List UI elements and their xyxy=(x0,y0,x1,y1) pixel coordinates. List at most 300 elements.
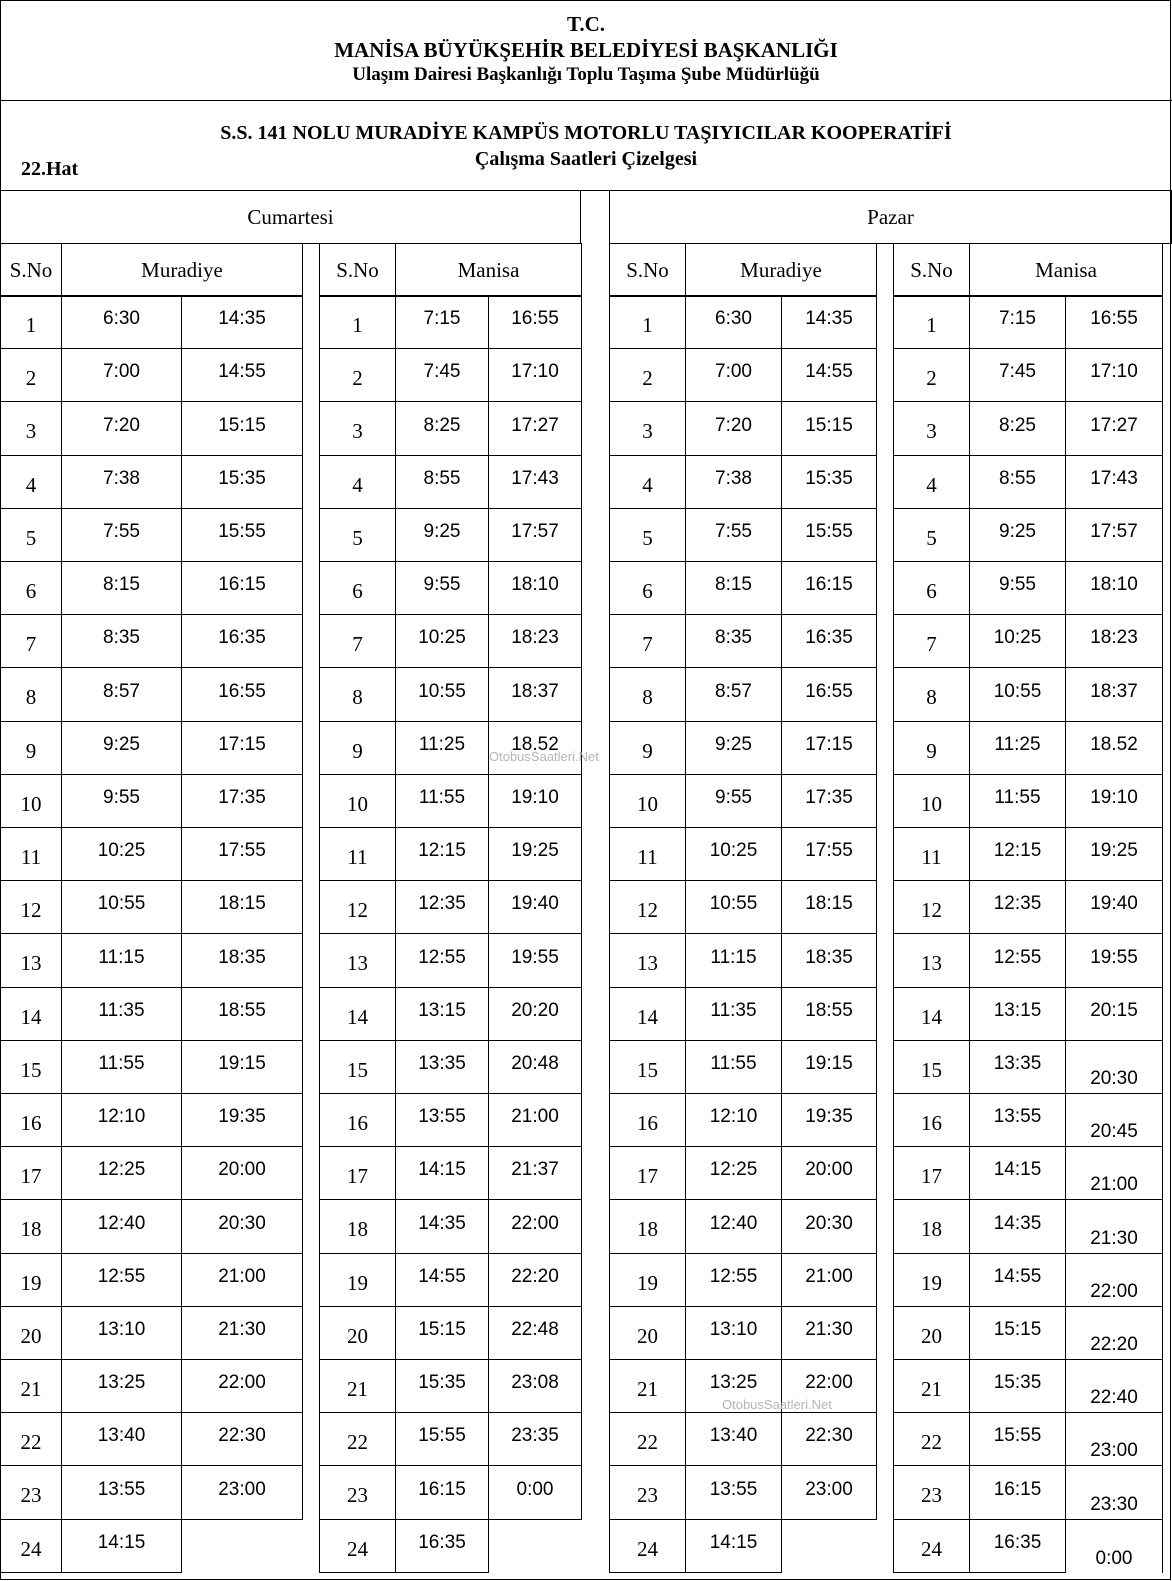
sunday-muradiye-row-number: 23 xyxy=(609,1465,686,1520)
saturday-muradiye-row-number: 15 xyxy=(0,1040,62,1094)
sunday-manisa-departure-time: 23:00 xyxy=(1065,1412,1163,1466)
saturday-manisa-departure-time: 16:35 xyxy=(395,1519,489,1573)
saturday-manisa-departure-time: 11:55 xyxy=(395,774,489,828)
sunday-manisa-row-number: 10 xyxy=(893,774,970,828)
saturday-muradiye-departure-time: 8:15 xyxy=(61,561,182,615)
sunday-muradiye-departure-time: 19:15 xyxy=(781,1040,877,1094)
saturday-muradiye-departure-time: 21:30 xyxy=(181,1306,303,1360)
sunday-manisa-row-number: 20 xyxy=(893,1306,970,1360)
sunday-muradiye-departure-time: 7:55 xyxy=(685,508,782,562)
sunday-manisa-departure-time: 19:40 xyxy=(1065,880,1163,934)
saturday-manisa-departure-time: 10:25 xyxy=(395,614,489,668)
sunday-manisa-row-number: 3 xyxy=(893,401,970,456)
saturday-manisa-departure-time: 17:27 xyxy=(488,401,582,456)
saturday-muradiye-departure-time: 16:15 xyxy=(181,561,303,615)
saturday-manisa-departure-time: 14:15 xyxy=(395,1146,489,1200)
saturday-muradiye-departure-time: 9:25 xyxy=(61,721,182,775)
sunday-muradiye-departure-time: 18:15 xyxy=(781,880,877,934)
saturday-manisa-departure-time: 17:10 xyxy=(488,348,582,402)
saturday-muradiye-sno-header: S.No xyxy=(0,243,62,297)
saturday-manisa-row-number: 3 xyxy=(319,401,396,456)
saturday-manisa-row-number: 11 xyxy=(319,827,396,881)
saturday-muradiye-departure-time: 19:35 xyxy=(181,1093,303,1147)
saturday-manisa-departure-time: 9:25 xyxy=(395,508,489,562)
sunday-manisa-row-number: 17 xyxy=(893,1146,970,1200)
sunday-manisa-departure-time: 21:30 xyxy=(1065,1199,1163,1254)
sunday-muradiye-departure-time: 13:55 xyxy=(685,1465,782,1520)
sunday-manisa-row-number: 11 xyxy=(893,827,970,881)
saturday-manisa-departure-time: 13:35 xyxy=(395,1040,489,1094)
sunday-muradiye-departure-time: 12:55 xyxy=(685,1253,782,1307)
sunday-manisa-row-number: 23 xyxy=(893,1465,970,1520)
saturday-muradiye-departure-time: 16:35 xyxy=(181,614,303,668)
saturday-muradiye-row-number: 6 xyxy=(0,561,62,615)
saturday-manisa-row-number: 22 xyxy=(319,1412,396,1466)
sunday-muradiye-row-number: 17 xyxy=(609,1146,686,1200)
saturday-manisa-departure-time: 9:55 xyxy=(395,561,489,615)
sunday-manisa-departure-time: 12:55 xyxy=(969,933,1066,988)
saturday-manisa-departure-time: 12:55 xyxy=(395,933,489,988)
sunday-muradiye-departure-time: 12:10 xyxy=(685,1093,782,1147)
sunday-manisa-departure-time: 9:25 xyxy=(969,508,1066,562)
sunday-muradiye-departure-time: 18:55 xyxy=(781,987,877,1041)
sunday-muradiye-row-number: 19 xyxy=(609,1253,686,1307)
saturday-muradiye-row-number: 13 xyxy=(0,933,62,988)
sunday-manisa-station-header: Manisa xyxy=(969,243,1163,297)
saturday-manisa-row-number: 5 xyxy=(319,508,396,562)
saturday-muradiye-row-number: 22 xyxy=(0,1412,62,1466)
saturday-manisa-departure-time: 19:55 xyxy=(488,933,582,988)
saturday-muradiye-row-number: 11 xyxy=(0,827,62,881)
sunday-muradiye-departure-time: 21:00 xyxy=(781,1253,877,1307)
sunday-muradiye-row-number: 4 xyxy=(609,455,686,509)
saturday-muradiye-departure-time: 8:35 xyxy=(61,614,182,668)
sunday-manisa-departure-time: 8:25 xyxy=(969,401,1066,456)
sunday-manisa-row-number: 21 xyxy=(893,1359,970,1413)
sunday-muradiye-departure-time: 17:35 xyxy=(781,774,877,828)
sunday-manisa-departure-time: 22:40 xyxy=(1065,1359,1163,1413)
saturday-manisa-departure-time: 19:40 xyxy=(488,880,582,934)
saturday-manisa-departure-time: 22:00 xyxy=(488,1199,582,1254)
sunday-muradiye-departure-time: 14:55 xyxy=(781,348,877,402)
authority-header xyxy=(0,0,1172,101)
sunday-muradiye-row-number: 12 xyxy=(609,880,686,934)
sunday-manisa-departure-time: 0:00 xyxy=(1065,1519,1163,1573)
saturday-manisa-departure-time: 13:55 xyxy=(395,1093,489,1147)
saturday-muradiye-row-number: 9 xyxy=(0,721,62,775)
sunday-muradiye-row-number: 8 xyxy=(609,667,686,722)
sunday-manisa-departure-time: 11:25 xyxy=(969,721,1066,775)
saturday-manisa-departure-time: 7:45 xyxy=(395,348,489,402)
saturday-manisa-departure-time: 19:25 xyxy=(488,827,582,881)
cooperative-header xyxy=(0,101,1172,191)
saturday-manisa-departure-time: 22:20 xyxy=(488,1253,582,1307)
sunday-muradiye-departure-time: 21:30 xyxy=(781,1306,877,1360)
saturday-muradiye-row-number: 5 xyxy=(0,508,62,562)
sunday-manisa-departure-time: 22:00 xyxy=(1065,1253,1163,1307)
saturday-manisa-row-number: 20 xyxy=(319,1306,396,1360)
saturday-manisa-departure-time: 11:25 xyxy=(395,721,489,775)
sunday-muradiye-departure-time: 15:35 xyxy=(781,455,877,509)
saturday-manisa-departure-time: 8:25 xyxy=(395,401,489,456)
saturday-muradiye-departure-time: 12:25 xyxy=(61,1146,182,1200)
saturday-muradiye-departure-time: 12:40 xyxy=(61,1199,182,1254)
sunday-manisa-departure-time: 15:55 xyxy=(969,1412,1066,1466)
saturday-manisa-departure-time: 23:35 xyxy=(488,1412,582,1466)
sunday-muradiye-departure-time: 13:40 xyxy=(685,1412,782,1466)
saturday-manisa-row-number: 23 xyxy=(319,1465,396,1520)
saturday-muradiye-row-number: 20 xyxy=(0,1306,62,1360)
sunday-manisa-departure-time: 15:15 xyxy=(969,1306,1066,1360)
saturday-manisa-row-number: 19 xyxy=(319,1253,396,1307)
saturday-muradiye-departure-time: 13:55 xyxy=(61,1465,182,1520)
sunday-muradiye-departure-time: 11:15 xyxy=(685,933,782,988)
saturday-manisa-row-number: 15 xyxy=(319,1040,396,1094)
saturday-muradiye-row-number: 7 xyxy=(0,614,62,668)
sunday-muradiye-row-number: 13 xyxy=(609,933,686,988)
saturday-muradiye-departure-time: 6:30 xyxy=(61,295,182,349)
sunday-manisa-departure-time: 13:35 xyxy=(969,1040,1066,1094)
sunday-muradiye-row-number: 5 xyxy=(609,508,686,562)
sunday-manisa-row-number: 2 xyxy=(893,348,970,402)
saturday-manisa-row-number: 8 xyxy=(319,667,396,722)
saturday-muradiye-departure-time: 22:00 xyxy=(181,1359,303,1413)
saturday-heading: Cumartesi xyxy=(0,190,581,244)
saturday-manisa-departure-time: 7:15 xyxy=(395,295,489,349)
sunday-manisa-departure-time: 19:25 xyxy=(1065,827,1163,881)
saturday-manisa-departure-time: 22:48 xyxy=(488,1306,582,1360)
saturday-manisa-departure-time: 19:10 xyxy=(488,774,582,828)
saturday-muradiye-departure-time: 11:15 xyxy=(61,933,182,988)
saturday-muradiye-row-number: 4 xyxy=(0,455,62,509)
sunday-manisa-departure-time: 10:55 xyxy=(969,667,1066,722)
saturday-manisa-departure-time: 15:35 xyxy=(395,1359,489,1413)
saturday-muradiye-departure-time: 13:40 xyxy=(61,1412,182,1466)
document-subtitle: Çalışma Saatleri Çizelgesi xyxy=(474,148,698,170)
sunday-manisa-row-number: 24 xyxy=(893,1519,970,1573)
saturday-muradiye-departure-time: 7:20 xyxy=(61,401,182,456)
saturday-muradiye-departure-time: 14:55 xyxy=(181,348,303,402)
saturday-muradiye-departure-time: 15:15 xyxy=(181,401,303,456)
saturday-manisa-row-number: 16 xyxy=(319,1093,396,1147)
sunday-muradiye-departure-time: 20:00 xyxy=(781,1146,877,1200)
sunday-muradiye-departure-time: 12:40 xyxy=(685,1199,782,1254)
sunday-muradiye-row-number: 14 xyxy=(609,987,686,1041)
saturday-muradiye-departure-time: 20:30 xyxy=(181,1199,303,1254)
saturday-muradiye-departure-time: 17:15 xyxy=(181,721,303,775)
saturday-manisa-departure-time: 12:35 xyxy=(395,880,489,934)
sunday-manisa-departure-time: 17:27 xyxy=(1065,401,1163,456)
saturday-muradiye-departure-time: 14:15 xyxy=(61,1519,182,1573)
sunday-muradiye-row-number: 7 xyxy=(609,614,686,668)
sunday-manisa-row-number: 9 xyxy=(893,721,970,775)
saturday-muradiye-row-number: 12 xyxy=(0,880,62,934)
saturday-muradiye-departure-time: 20:00 xyxy=(181,1146,303,1200)
sunday-muradiye-departure-time: 18:35 xyxy=(781,933,877,988)
sunday-manisa-departure-time: 17:57 xyxy=(1065,508,1163,562)
saturday-manisa-row-number: 10 xyxy=(319,774,396,828)
sunday-muradiye-row-number: 20 xyxy=(609,1306,686,1360)
sunday-muradiye-departure-time: 16:35 xyxy=(781,614,877,668)
saturday-manisa-departure-time: 21:00 xyxy=(488,1093,582,1147)
sunday-manisa-departure-time: 21:00 xyxy=(1065,1146,1163,1200)
sunday-muradiye-departure-time: 9:55 xyxy=(685,774,782,828)
sunday-muradiye-row-number: 3 xyxy=(609,401,686,456)
sunday-manisa-departure-time: 18:23 xyxy=(1065,614,1163,668)
saturday-manisa-departure-time: 20:48 xyxy=(488,1040,582,1094)
saturday-muradiye-departure-time: 15:55 xyxy=(181,508,303,562)
sunday-manisa-row-number: 4 xyxy=(893,455,970,509)
saturday-manisa-departure-time: 18:10 xyxy=(488,561,582,615)
sunday-muradiye-row-number: 18 xyxy=(609,1199,686,1254)
saturday-manisa-row-number: 13 xyxy=(319,933,396,988)
sunday-manisa-row-number: 5 xyxy=(893,508,970,562)
saturday-muradiye-departure-time: 18:35 xyxy=(181,933,303,988)
saturday-manisa-row-number: 21 xyxy=(319,1359,396,1413)
saturday-manisa-departure-time: 17:57 xyxy=(488,508,582,562)
sunday-manisa-departure-time: 20:15 xyxy=(1065,987,1163,1041)
saturday-muradiye-departure-time: 11:55 xyxy=(61,1040,182,1094)
sunday-manisa-departure-time: 9:55 xyxy=(969,561,1066,615)
sunday-manisa-departure-time: 10:25 xyxy=(969,614,1066,668)
sunday-muradiye-departure-time: 17:55 xyxy=(781,827,877,881)
saturday-muradiye-row-number: 8 xyxy=(0,667,62,722)
saturday-manisa-departure-time: 0:00 xyxy=(488,1465,582,1520)
saturday-muradiye-row-number: 10 xyxy=(0,774,62,828)
sunday-muradiye-row-number: 24 xyxy=(609,1519,686,1573)
saturday-muradiye-departure-time: 23:00 xyxy=(181,1465,303,1520)
saturday-manisa-row-number: 1 xyxy=(319,295,396,349)
saturday-muradiye-departure-time: 18:15 xyxy=(181,880,303,934)
saturday-muradiye-row-number: 1 xyxy=(0,295,62,349)
saturday-manisa-departure-time: 15:15 xyxy=(395,1306,489,1360)
sunday-manisa-departure-time: 23:30 xyxy=(1065,1465,1163,1520)
sunday-muradiye-departure-time: 8:15 xyxy=(685,561,782,615)
sunday-muradiye-departure-time: 14:15 xyxy=(685,1519,782,1573)
saturday-manisa-sno-header: S.No xyxy=(319,243,396,297)
saturday-manisa-row-number: 17 xyxy=(319,1146,396,1200)
saturday-muradiye-row-number: 2 xyxy=(0,348,62,402)
saturday-muradiye-row-number: 19 xyxy=(0,1253,62,1307)
cooperative-name: S.S. 141 NOLU MURADİYE KAMPÜS MOTORLU TAŞIYICILAR KOOPERATİFİ xyxy=(220,122,952,144)
sunday-manisa-departure-time: 19:55 xyxy=(1065,933,1163,988)
sunday-manisa-departure-time: 12:35 xyxy=(969,880,1066,934)
saturday-manisa-departure-time: 12:15 xyxy=(395,827,489,881)
saturday-muradiye-row-number: 23 xyxy=(0,1465,62,1520)
saturday-muradiye-departure-time: 9:55 xyxy=(61,774,182,828)
sunday-manisa-row-number: 7 xyxy=(893,614,970,668)
sunday-muradiye-departure-time: 19:35 xyxy=(781,1093,877,1147)
sunday-muradiye-row-number: 16 xyxy=(609,1093,686,1147)
sunday-manisa-departure-time: 17:43 xyxy=(1065,455,1163,509)
saturday-muradiye-departure-time: 16:55 xyxy=(181,667,303,722)
sunday-muradiye-departure-time: 22:00 xyxy=(781,1359,877,1413)
sunday-manisa-row-number: 15 xyxy=(893,1040,970,1094)
saturday-manisa-departure-time: 17:43 xyxy=(488,455,582,509)
saturday-manisa-departure-time: 14:35 xyxy=(395,1199,489,1254)
sunday-muradiye-departure-time: 11:35 xyxy=(685,987,782,1041)
sunday-manisa-row-number: 1 xyxy=(893,295,970,349)
saturday-muradiye-departure-time: 8:57 xyxy=(61,667,182,722)
saturday-muradiye-departure-time: 17:35 xyxy=(181,774,303,828)
sunday-muradiye-departure-time: 13:10 xyxy=(685,1306,782,1360)
saturday-manisa-station-header: Manisa xyxy=(395,243,582,297)
sunday-manisa-departure-time: 14:35 xyxy=(969,1199,1066,1254)
saturday-muradiye-station-header: Muradiye xyxy=(61,243,303,297)
saturday-manisa-row-number: 6 xyxy=(319,561,396,615)
sunday-manisa-row-number: 8 xyxy=(893,667,970,722)
sunday-muradiye-departure-time: 10:25 xyxy=(685,827,782,881)
saturday-manisa-departure-time: 18.52 xyxy=(488,721,582,775)
sunday-muradiye-sno-header: S.No xyxy=(609,243,686,297)
sunday-muradiye-row-number: 6 xyxy=(609,561,686,615)
saturday-muradiye-departure-time: 13:25 xyxy=(61,1359,182,1413)
saturday-muradiye-departure-time: 13:10 xyxy=(61,1306,182,1360)
sunday-muradiye-departure-time: 12:25 xyxy=(685,1146,782,1200)
sunday-muradiye-departure-time: 13:25 xyxy=(685,1359,782,1413)
saturday-muradiye-row-number: 17 xyxy=(0,1146,62,1200)
sunday-manisa-departure-time: 18:10 xyxy=(1065,561,1163,615)
saturday-muradiye-departure-time: 17:55 xyxy=(181,827,303,881)
saturday-manisa-row-number: 7 xyxy=(319,614,396,668)
municipality-name: MANİSA BÜYÜKŞEHİR BELEDİYESİ BAŞKANLIĞI xyxy=(334,38,838,62)
saturday-muradiye-departure-time: 10:55 xyxy=(61,880,182,934)
sunday-muradiye-departure-time: 7:00 xyxy=(685,348,782,402)
saturday-manisa-departure-time: 10:55 xyxy=(395,667,489,722)
sunday-manisa-sno-header: S.No xyxy=(893,243,970,297)
sunday-manisa-departure-time: 16:35 xyxy=(969,1519,1066,1573)
sunday-muradiye-departure-time: 16:55 xyxy=(781,667,877,722)
saturday-manisa-row-number: 14 xyxy=(319,987,396,1041)
sunday-muradiye-departure-time: 23:00 xyxy=(781,1465,877,1520)
sunday-heading: Pazar xyxy=(609,190,1172,244)
saturday-muradiye-departure-time: 12:10 xyxy=(61,1093,182,1147)
sunday-manisa-departure-time: 17:10 xyxy=(1065,348,1163,402)
sunday-manisa-departure-time: 8:55 xyxy=(969,455,1066,509)
sunday-muradiye-row-number: 22 xyxy=(609,1412,686,1466)
sunday-manisa-row-number: 6 xyxy=(893,561,970,615)
sunday-muradiye-departure-time: 15:15 xyxy=(781,401,877,456)
saturday-muradiye-row-number: 16 xyxy=(0,1093,62,1147)
sunday-manisa-departure-time: 13:55 xyxy=(969,1093,1066,1147)
saturday-manisa-departure-time: 13:15 xyxy=(395,987,489,1041)
saturday-manisa-row-number: 4 xyxy=(319,455,396,509)
saturday-manisa-row-number: 18 xyxy=(319,1199,396,1254)
sunday-manisa-departure-time: 14:55 xyxy=(969,1253,1066,1307)
sunday-manisa-row-number: 12 xyxy=(893,880,970,934)
saturday-manisa-departure-time: 21:37 xyxy=(488,1146,582,1200)
sunday-manisa-departure-time: 12:15 xyxy=(969,827,1066,881)
saturday-manisa-row-number: 12 xyxy=(319,880,396,934)
sunday-manisa-row-number: 14 xyxy=(893,987,970,1041)
sunday-manisa-departure-time: 19:10 xyxy=(1065,774,1163,828)
sunday-manisa-row-number: 16 xyxy=(893,1093,970,1147)
line-number: 22.Hat xyxy=(21,158,79,180)
country-abbrev: T.C. xyxy=(566,12,606,36)
sunday-muradiye-row-number: 2 xyxy=(609,348,686,402)
saturday-manisa-departure-time: 16:15 xyxy=(395,1465,489,1520)
sunday-muradiye-departure-time: 10:55 xyxy=(685,880,782,934)
saturday-manisa-departure-time: 20:20 xyxy=(488,987,582,1041)
sunday-manisa-departure-time: 13:15 xyxy=(969,987,1066,1041)
saturday-muradiye-departure-time: 19:15 xyxy=(181,1040,303,1094)
saturday-muradiye-departure-time: 22:30 xyxy=(181,1412,303,1466)
sunday-muradiye-row-number: 9 xyxy=(609,721,686,775)
saturday-manisa-departure-time: 8:55 xyxy=(395,455,489,509)
sunday-manisa-departure-time: 20:45 xyxy=(1065,1093,1163,1147)
sunday-manisa-departure-time: 18:37 xyxy=(1065,667,1163,722)
sunday-muradiye-departure-time: 17:15 xyxy=(781,721,877,775)
saturday-muradiye-row-number: 3 xyxy=(0,401,62,456)
sunday-manisa-departure-time: 16:15 xyxy=(969,1465,1066,1520)
saturday-manisa-departure-time: 18:37 xyxy=(488,667,582,722)
saturday-muradiye-departure-time: 7:55 xyxy=(61,508,182,562)
sunday-muradiye-departure-time: 7:20 xyxy=(685,401,782,456)
saturday-manisa-departure-time: 16:55 xyxy=(488,295,582,349)
saturday-muradiye-departure-time: 7:00 xyxy=(61,348,182,402)
sunday-manisa-departure-time: 7:15 xyxy=(969,295,1066,349)
sunday-manisa-departure-time: 11:55 xyxy=(969,774,1066,828)
sunday-manisa-row-number: 22 xyxy=(893,1412,970,1466)
sunday-muradiye-departure-time: 7:38 xyxy=(685,455,782,509)
saturday-muradiye-row-number: 18 xyxy=(0,1199,62,1254)
sunday-manisa-row-number: 13 xyxy=(893,933,970,988)
saturday-muradiye-departure-time: 12:55 xyxy=(61,1253,182,1307)
watermark: OtobusSaatleri.Net xyxy=(722,1397,832,1412)
sunday-muradiye-departure-time: 8:57 xyxy=(685,667,782,722)
sunday-manisa-departure-time: 20:30 xyxy=(1065,1040,1163,1094)
department-name: Ulaşım Dairesi Başkanlığı Toplu Taşıma Şube Müdürlüğü xyxy=(352,64,820,85)
sunday-manisa-departure-time: 14:15 xyxy=(969,1146,1066,1200)
saturday-muradiye-row-number: 14 xyxy=(0,987,62,1041)
sunday-muradiye-departure-time: 22:30 xyxy=(781,1412,877,1466)
sunday-manisa-departure-time: 16:55 xyxy=(1065,295,1163,349)
sunday-muradiye-departure-time: 8:35 xyxy=(685,614,782,668)
sunday-muradiye-row-number: 11 xyxy=(609,827,686,881)
saturday-manisa-row-number: 9 xyxy=(319,721,396,775)
sunday-manisa-row-number: 18 xyxy=(893,1199,970,1254)
sunday-muradiye-row-number: 10 xyxy=(609,774,686,828)
sunday-muradiye-departure-time: 6:30 xyxy=(685,295,782,349)
sunday-manisa-departure-time: 18.52 xyxy=(1065,721,1163,775)
saturday-muradiye-row-number: 24 xyxy=(0,1519,62,1573)
saturday-muradiye-departure-time: 11:35 xyxy=(61,987,182,1041)
saturday-manisa-row-number: 24 xyxy=(319,1519,396,1573)
saturday-manisa-row-number: 2 xyxy=(319,348,396,402)
sunday-muradiye-row-number: 1 xyxy=(609,295,686,349)
sunday-muradiye-row-number: 21 xyxy=(609,1359,686,1413)
sunday-manisa-departure-time: 22:20 xyxy=(1065,1306,1163,1360)
saturday-muradiye-departure-time: 14:35 xyxy=(181,295,303,349)
watermark: OtobusSaatleri.Net xyxy=(489,749,599,764)
sunday-muradiye-departure-time: 9:25 xyxy=(685,721,782,775)
saturday-manisa-departure-time: 14:55 xyxy=(395,1253,489,1307)
sunday-muradiye-departure-time: 14:35 xyxy=(781,295,877,349)
sunday-manisa-departure-time: 7:45 xyxy=(969,348,1066,402)
sunday-manisa-departure-time: 15:35 xyxy=(969,1359,1066,1413)
saturday-manisa-departure-time: 18:23 xyxy=(488,614,582,668)
sunday-muradiye-departure-time: 16:15 xyxy=(781,561,877,615)
saturday-manisa-departure-time: 23:08 xyxy=(488,1359,582,1413)
sunday-muradiye-departure-time: 15:55 xyxy=(781,508,877,562)
saturday-muradiye-departure-time: 15:35 xyxy=(181,455,303,509)
saturday-muradiye-departure-time: 7:38 xyxy=(61,455,182,509)
saturday-muradiye-departure-time: 21:00 xyxy=(181,1253,303,1307)
sunday-manisa-row-number: 19 xyxy=(893,1253,970,1307)
saturday-manisa-departure-time: 15:55 xyxy=(395,1412,489,1466)
saturday-muradiye-departure-time: 10:25 xyxy=(61,827,182,881)
sunday-muradiye-departure-time: 20:30 xyxy=(781,1199,877,1254)
